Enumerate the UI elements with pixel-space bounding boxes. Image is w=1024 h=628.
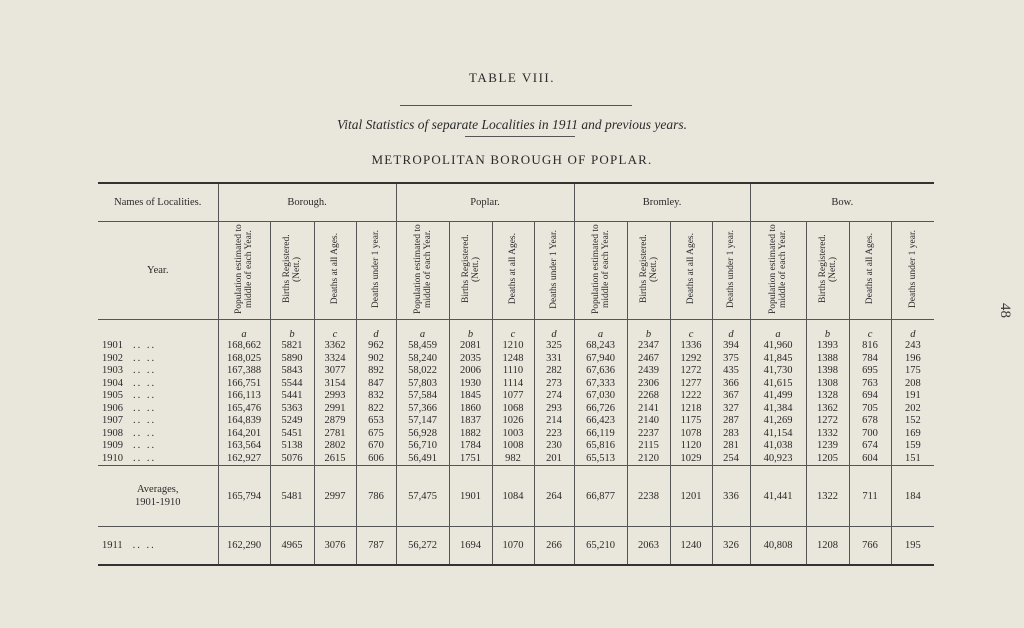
vital-statistics-table [98,182,934,566]
leader-dots: .. .. [133,365,157,377]
column-header: Deaths under 1 year. [907,229,918,309]
table-heading: METROPOLITAN BOROUGH OF POPLAR. [371,152,653,167]
value-cell: 57,147 [396,415,449,428]
column-header: Population estimated to middle of each Year. [412,224,433,314]
value-cell: 167,388 [218,365,270,378]
value-cell: 201 [534,453,574,466]
value-cell: 331 [534,353,574,366]
column-header: Deaths under 1 year. [371,229,381,309]
value-cell: 56,710 [396,440,449,453]
value-cell: 41,499 [750,390,806,403]
value-cell: 65,210 [574,527,627,566]
value-cell: 1694 [449,527,492,566]
value-cell: 325 [534,340,574,353]
average-value-cell: 57,475 [396,466,449,527]
value-cell: 1882 [449,428,492,441]
value-cell: 4965 [270,527,314,566]
value-cell: 5249 [270,415,314,428]
column-letter: c [492,320,534,341]
value-cell: 982 [492,453,534,466]
value-cell: 326 [712,527,750,566]
value-cell: 58,022 [396,365,449,378]
value-cell: 5076 [270,453,314,466]
value-cell: 3154 [314,378,356,391]
value-cell: 5821 [270,340,314,353]
value-cell: 165,476 [218,403,270,416]
value-cell: 1239 [806,440,849,453]
value-cell: 58,240 [396,353,449,366]
value-cell: 1077 [492,390,534,403]
value-cell: 1362 [806,403,849,416]
value-cell: 2141 [627,403,670,416]
column-letter: d [356,320,396,341]
value-cell: 5363 [270,403,314,416]
value-cell: 787 [356,527,396,566]
value-cell: 1114 [492,378,534,391]
value-cell: 700 [849,428,891,441]
value-cell: 159 [891,440,934,453]
value-cell: 674 [849,440,891,453]
value-cell: 2115 [627,440,670,453]
value-cell: 2879 [314,415,356,428]
value-cell: 168,662 [218,340,270,353]
leader-dots: .. .. [133,427,157,439]
value-cell: 41,269 [750,415,806,428]
value-cell: 169 [891,428,934,441]
column-header: Births Registered. (Nett.) [460,234,481,304]
value-cell: 1029 [670,453,712,466]
averages-label [98,466,218,527]
value-cell: 1026 [492,415,534,428]
value-cell: 175 [891,365,934,378]
value-cell: 653 [356,415,396,428]
column-header: Births Registered. (Nett.) [282,234,302,304]
value-cell: 675 [356,428,396,441]
column-letter: a [750,320,806,341]
table-row [98,440,934,453]
value-cell: 41,960 [750,340,806,353]
value-cell: 2035 [449,353,492,366]
average-value-cell: 1084 [492,466,534,527]
average-value-cell: 5481 [270,466,314,527]
value-cell: 1328 [806,390,849,403]
averages-row [98,466,934,527]
column-letter: c [849,320,891,341]
year-value: 1908 [102,427,123,439]
value-cell: 5843 [270,365,314,378]
table-row [98,415,934,428]
locality-header-poplar: Poplar. [396,183,574,222]
value-cell: 5138 [270,440,314,453]
value-cell: 65,816 [574,440,627,453]
value-cell: 164,839 [218,415,270,428]
column-letter-row [98,320,934,341]
value-cell: 962 [356,340,396,353]
year-cell [98,378,218,391]
column-letter: d [891,320,934,341]
average-value-cell: 336 [712,466,750,527]
value-cell: 1205 [806,453,849,466]
value-cell: 41,384 [750,403,806,416]
averages-label-line: Averages, [137,484,179,495]
locality-header-bow: Bow. [750,183,934,222]
year-value: 1902 [102,352,123,364]
value-cell: 56,491 [396,453,449,466]
column-header: Deaths under 1 Year. [549,229,560,309]
value-cell: 208 [891,378,934,391]
year-value: 1906 [102,402,123,414]
value-cell: 67,636 [574,365,627,378]
column-header: Births Registered. (Nett.) [638,234,659,304]
column-header: Deaths at all Ages. [508,233,518,305]
year-cell [98,403,218,416]
value-cell: 847 [356,378,396,391]
locality-header-borough: Borough. [218,183,396,222]
value-cell: 1078 [670,428,712,441]
value-cell: 41,730 [750,365,806,378]
year-cell [98,440,218,453]
value-cell: 766 [849,527,891,566]
average-value-cell: 1201 [670,466,712,527]
value-cell: 202 [891,403,934,416]
value-cell: 67,940 [574,353,627,366]
value-cell: 164,201 [218,428,270,441]
value-cell: 3362 [314,340,356,353]
value-cell: 695 [849,365,891,378]
year-cell [98,390,218,403]
column-letter: b [627,320,670,341]
value-cell: 2993 [314,390,356,403]
value-cell: 3324 [314,353,356,366]
value-cell: 243 [891,340,934,353]
value-cell: 2615 [314,453,356,466]
value-cell: 293 [534,403,574,416]
year-cell [98,365,218,378]
value-cell: 435 [712,365,750,378]
value-cell: 1388 [806,353,849,366]
leader-dots: .. .. [132,540,156,551]
value-cell: 694 [849,390,891,403]
value-cell: 1218 [670,403,712,416]
leader-dots: .. .. [133,340,157,352]
column-letter: d [534,320,574,341]
leader-dots: .. .. [133,377,157,389]
year-cell [98,453,218,466]
column-letter: a [218,320,270,341]
value-cell: 274 [534,390,574,403]
year-value: 1903 [102,365,123,377]
value-cell: 67,333 [574,378,627,391]
average-value-cell: 2238 [627,466,670,527]
value-cell: 1248 [492,353,534,366]
value-cell: 56,928 [396,428,449,441]
value-cell: 1120 [670,440,712,453]
leader-dots: .. .. [133,452,157,464]
column-letter: a [396,320,449,341]
value-cell: 2006 [449,365,492,378]
value-cell: 1110 [492,365,534,378]
average-value-cell: 786 [356,466,396,527]
value-cell: 66,423 [574,415,627,428]
value-cell: 1860 [449,403,492,416]
value-cell: 1272 [806,415,849,428]
value-cell: 1845 [449,390,492,403]
value-cell: 287 [712,415,750,428]
table-row [98,453,934,466]
value-cell: 606 [356,453,396,466]
table-row [98,340,934,353]
value-cell: 1292 [670,353,712,366]
value-cell: 168,025 [218,353,270,366]
year-column-header: Year. [98,222,218,320]
value-cell: 1930 [449,378,492,391]
value-cell: 5890 [270,353,314,366]
value-cell: 1277 [670,378,712,391]
value-cell: 1175 [670,415,712,428]
value-cell: 67,030 [574,390,627,403]
value-cell: 2439 [627,365,670,378]
value-cell: 678 [849,415,891,428]
year-value: 1911 [102,540,123,551]
value-cell: 3077 [314,365,356,378]
averages-label-line: 1901-1910 [135,497,181,508]
year-cell [98,527,218,566]
table-row [98,365,934,378]
value-cell: 832 [356,390,396,403]
average-value-cell: 41,441 [750,466,806,527]
column-header: Deaths at all Ages. [865,233,876,305]
table-row [98,403,934,416]
column-letter: b [806,320,849,341]
value-cell: 705 [849,403,891,416]
year-value: 1904 [102,377,123,389]
value-cell: 266 [534,527,574,566]
value-cell: 66,119 [574,428,627,441]
value-cell: 5544 [270,378,314,391]
year-cell [98,428,218,441]
value-cell: 2991 [314,403,356,416]
value-cell: 58,459 [396,340,449,353]
value-cell: 41,154 [750,428,806,441]
value-cell: 57,803 [396,378,449,391]
value-cell: 902 [356,353,396,366]
value-cell: 152 [891,415,934,428]
value-cell: 2237 [627,428,670,441]
average-value-cell: 711 [849,466,891,527]
column-header: Population estimated to middle of each Year. [768,224,789,314]
value-cell: 784 [849,353,891,366]
value-cell: 282 [534,365,574,378]
value-cell: 5441 [270,390,314,403]
value-cell: 191 [891,390,934,403]
value-cell: 1068 [492,403,534,416]
value-cell: 1398 [806,365,849,378]
value-cell: 230 [534,440,574,453]
value-cell: 604 [849,453,891,466]
value-cell: 57,584 [396,390,449,403]
value-cell: 1751 [449,453,492,466]
year-value: 1907 [102,415,123,427]
value-cell: 892 [356,365,396,378]
value-cell: 1003 [492,428,534,441]
value-cell: 1210 [492,340,534,353]
leader-dots: .. .. [133,352,157,364]
table-label: TABLE VIII. [469,70,555,85]
value-cell: 367 [712,390,750,403]
value-cell: 57,366 [396,403,449,416]
value-cell: 66,726 [574,403,627,416]
value-cell: 2081 [449,340,492,353]
column-header: Population estimated to middle of each Year. [590,224,611,314]
column-letter: b [449,320,492,341]
table-row [98,378,934,391]
value-cell: 56,272 [396,527,449,566]
value-cell: 281 [712,440,750,453]
divider-rule [400,105,632,106]
page-number: 48 [997,303,1013,318]
value-cell: 1308 [806,378,849,391]
value-cell: 2140 [627,415,670,428]
value-cell: 2802 [314,440,356,453]
value-cell: 366 [712,378,750,391]
value-cell: 273 [534,378,574,391]
table-row [98,428,934,441]
column-letter: b [270,320,314,341]
average-value-cell: 66,877 [574,466,627,527]
value-cell: 327 [712,403,750,416]
table-row [98,353,934,366]
value-cell: 41,845 [750,353,806,366]
table-subtitle: Vital Statistics of separate Localities in 1911 and previous years. [337,117,687,132]
value-cell: 2467 [627,353,670,366]
average-value-cell: 2997 [314,466,356,527]
year-value: 1910 [102,452,123,464]
locality-header-bromley: Bromley. [574,183,750,222]
value-cell: 2063 [627,527,670,566]
value-cell: 166,113 [218,390,270,403]
value-cell: 40,923 [750,453,806,466]
table-row [98,390,934,403]
average-value-cell: 1901 [449,466,492,527]
value-cell: 2120 [627,453,670,466]
value-cell: 163,564 [218,440,270,453]
value-cell: 68,243 [574,340,627,353]
column-letter: a [574,320,627,341]
value-cell: 1008 [492,440,534,453]
value-cell: 41,038 [750,440,806,453]
divider-rule [465,136,575,137]
value-cell: 2781 [314,428,356,441]
year-cell [98,415,218,428]
value-cell: 1837 [449,415,492,428]
value-cell: 1208 [806,527,849,566]
value-cell: 1336 [670,340,712,353]
value-cell: 162,927 [218,453,270,466]
value-cell: 2268 [627,390,670,403]
value-cell: 65,513 [574,453,627,466]
value-cell: 41,615 [750,378,806,391]
column-letter: c [314,320,356,341]
value-cell: 3076 [314,527,356,566]
value-cell: 670 [356,440,396,453]
column-header: Births Registered. (Nett.) [817,234,838,304]
column-header: Deaths at all Ages. [330,233,340,305]
year-1911-row [98,527,934,566]
value-cell: 40,808 [750,527,806,566]
leader-dots: .. .. [133,415,157,427]
average-value-cell: 184 [891,466,934,527]
value-cell: 375 [712,353,750,366]
column-letter: d [712,320,750,341]
value-cell: 1393 [806,340,849,353]
value-cell: 763 [849,378,891,391]
average-value-cell: 264 [534,466,574,527]
value-cell: 822 [356,403,396,416]
leader-dots: .. .. [133,390,157,402]
value-cell: 2347 [627,340,670,353]
year-value: 1901 [102,340,123,352]
leader-dots: .. .. [133,440,157,452]
value-cell: 394 [712,340,750,353]
value-cell: 1222 [670,390,712,403]
value-cell: 254 [712,453,750,466]
names-of-localities-header: Names of Localities. [98,183,218,222]
value-cell: 196 [891,353,934,366]
value-cell: 1240 [670,527,712,566]
value-cell: 214 [534,415,574,428]
value-cell: 1332 [806,428,849,441]
value-cell: 1784 [449,440,492,453]
year-value: 1909 [102,440,123,452]
value-cell: 283 [712,428,750,441]
value-cell: 5451 [270,428,314,441]
column-letter: c [670,320,712,341]
column-header: Deaths under 1 year. [726,229,737,309]
column-header: Deaths at all Ages. [686,233,697,305]
value-cell: 816 [849,340,891,353]
value-cell: 1070 [492,527,534,566]
average-value-cell: 1322 [806,466,849,527]
value-cell: 151 [891,453,934,466]
average-value-cell: 165,794 [218,466,270,527]
year-cell [98,340,218,353]
leader-dots: .. .. [133,402,157,414]
year-cell [98,353,218,366]
year-value: 1905 [102,390,123,402]
value-cell: 1272 [670,365,712,378]
value-cell: 166,751 [218,378,270,391]
value-cell: 162,290 [218,527,270,566]
value-cell: 2306 [627,378,670,391]
value-cell: 223 [534,428,574,441]
value-cell: 195 [891,527,934,566]
column-header: Population estimated to middle of each Year. [234,224,254,314]
